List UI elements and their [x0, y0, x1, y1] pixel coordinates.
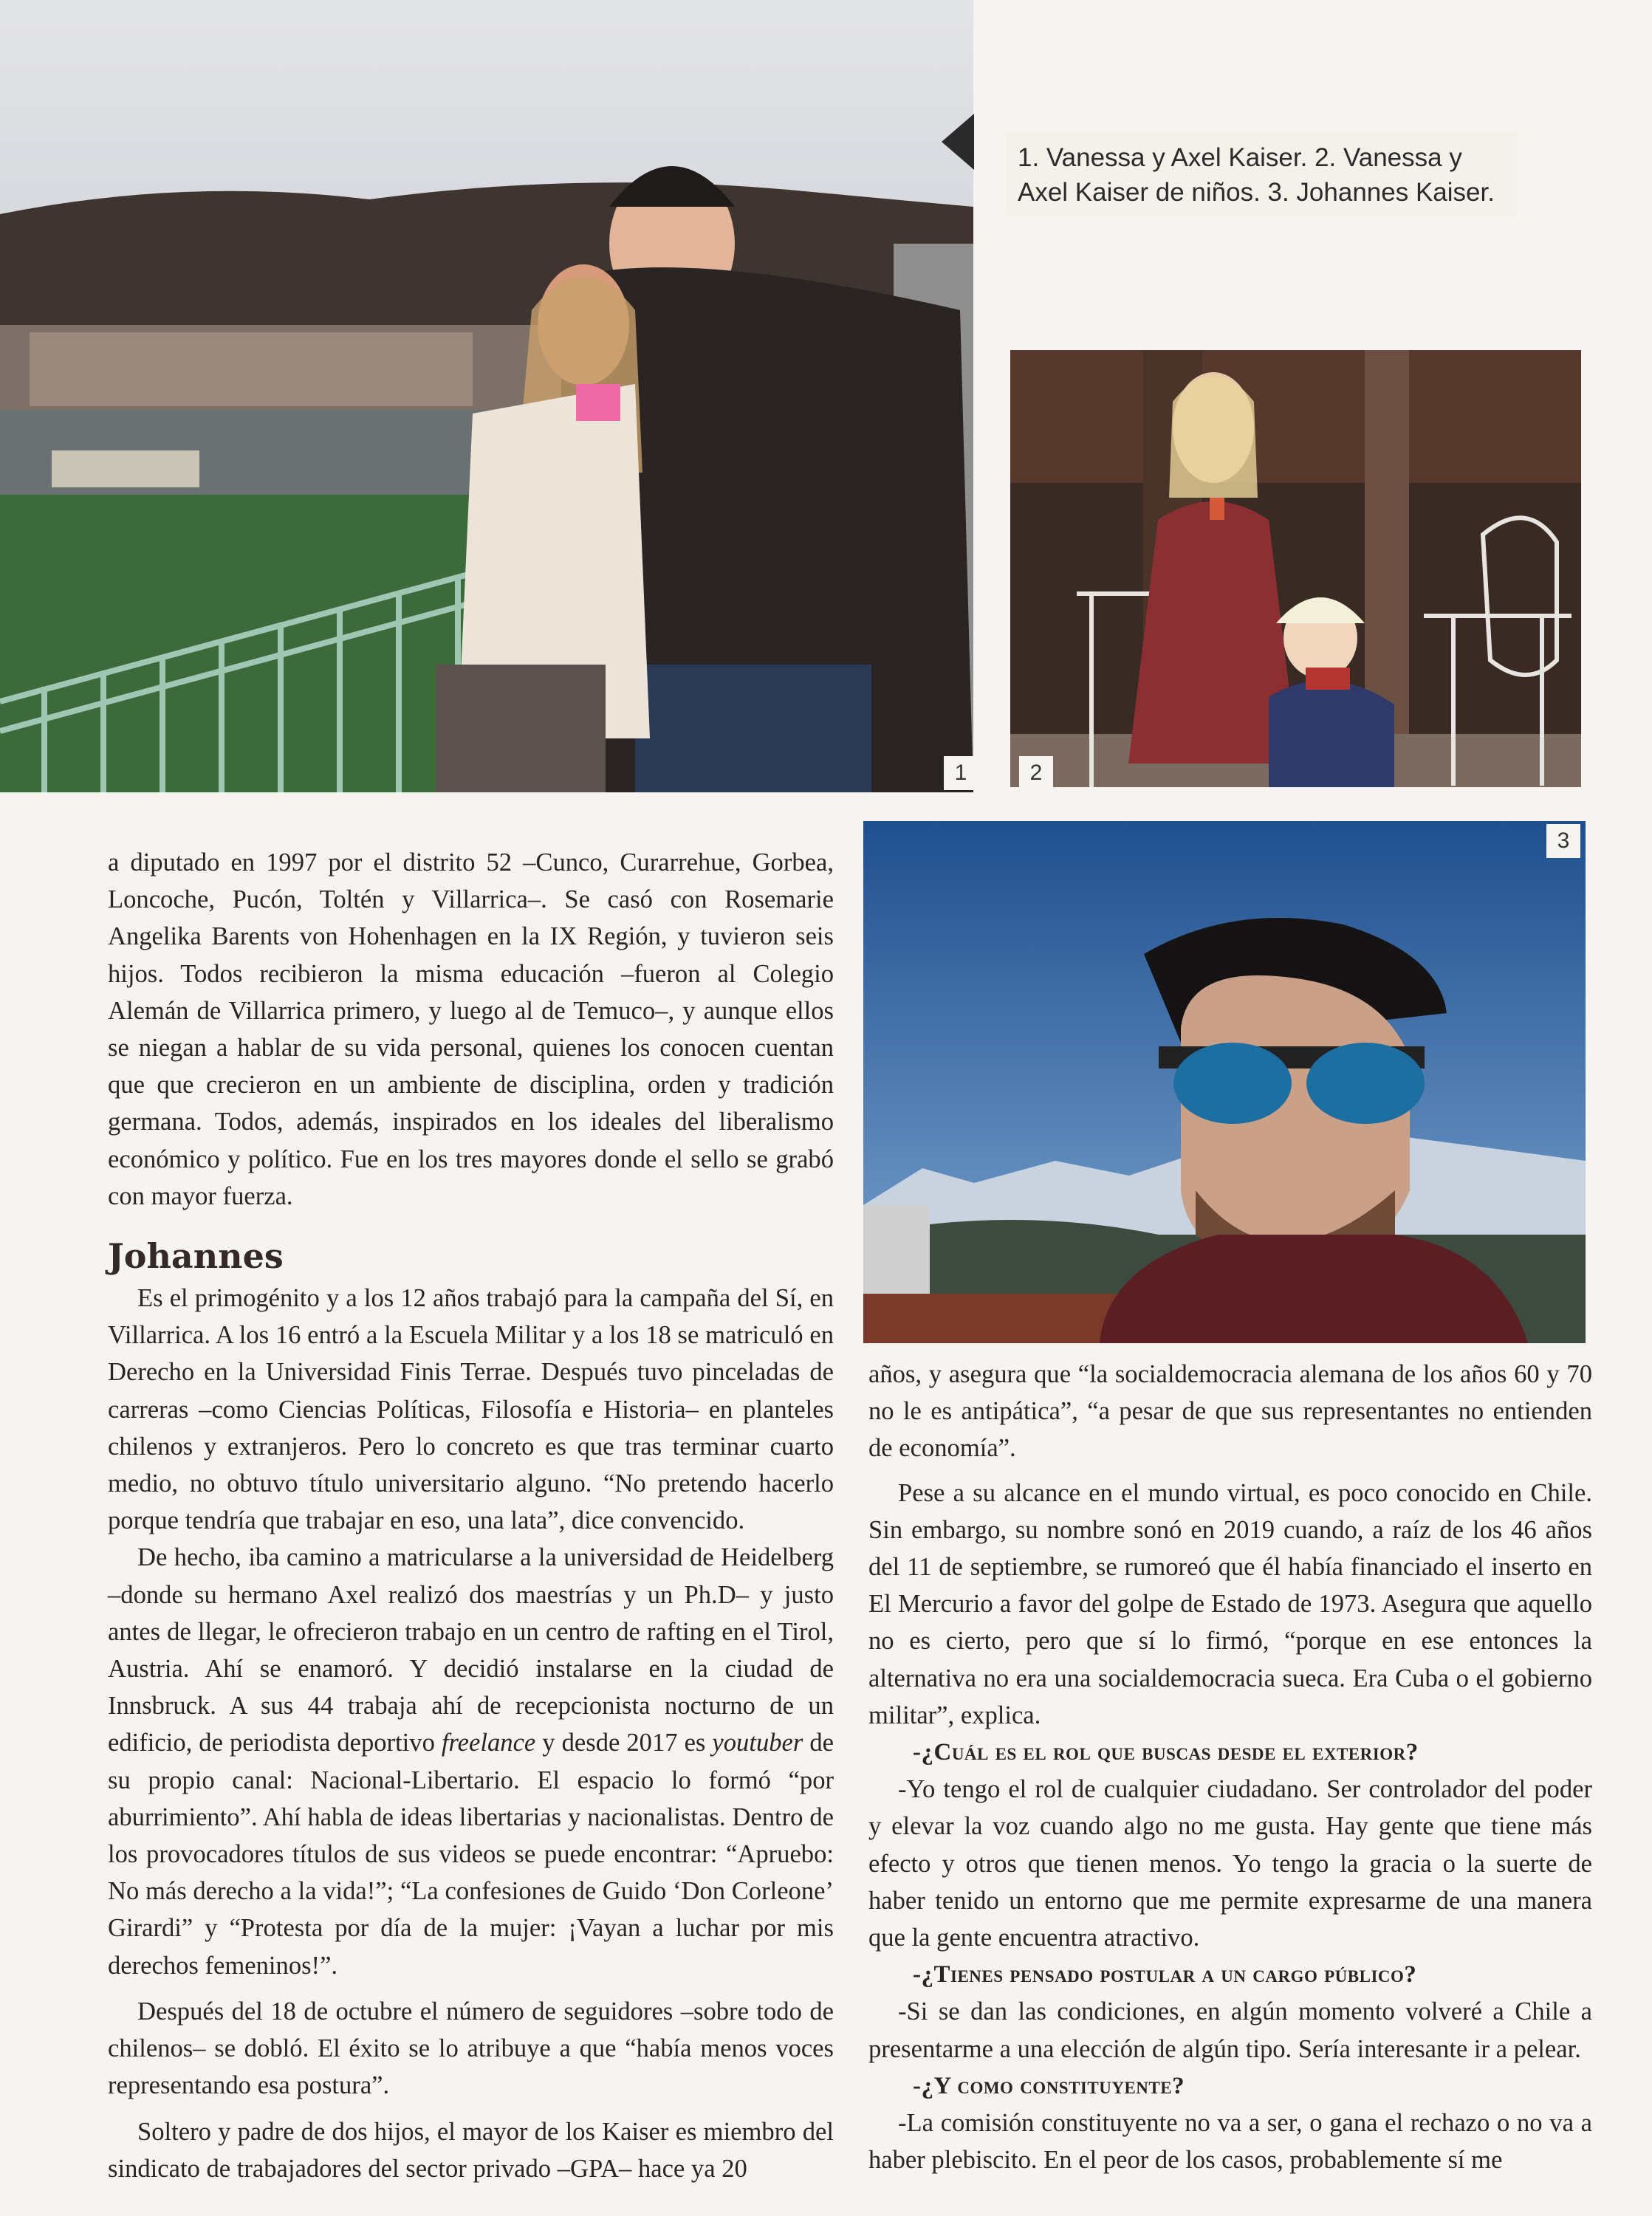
article-paragraph: a diputado en 1997 por el distrito 52 –Cunco, Curarrehue, Gorbea, Loncoche, Pucón, Toltén y Villarrica–. Se casó con Rosemarie Angelika Barents von Hohenhagen en la IX Región, y tuvieron seis hijos. Todos recibieron la misma educación –fueron al Colegio Alemán de Villarrica primero, y luego al de Temuco–, y aunque ellos se niegan a hablar de su vida personal, quienes los conocen cuentan que que crecieron en un ambiente de disciplina, orden y tradición germana. Todos, además, inspirados en los ideales del liberalismo económico y político. Fue en los tres mayores donde el sello se grabó con mayor fuerza.: [108, 848, 834, 1210]
section-heading-johannes: Johannes: [108, 1236, 284, 1277]
photo-vanessa-axel-children: [1010, 350, 1581, 787]
text-run: y desde 2017 es: [535, 1729, 713, 1757]
article-paragraph: [108, 1539, 834, 1983]
article-paragraph: Soltero y padre de dos hijos, el mayor de los Kaiser es miembro del sindicato de trabajadores del sector privado –GPA– hace ya 20: [108, 2117, 834, 2183]
interview-answer: -Si se dan las condiciones, en algún momento volveré a Chile a presentarme a una elección de algún tipo. Sería interesante ir a pelear.: [868, 1997, 1592, 2063]
interview-answer: -Yo tengo el rol de cualquier ciudadano. Ser controlador del poder y elevar la voz cuando algo no me gusta. Hay gente que tiene más efecto y otros que tienen menos. Yo tengo la gracia o la suerte de haber tenido un entorno que me permite expresarme de una manera que la gente encuentra atractivo.: [868, 1775, 1592, 1952]
article-paragraph: Pese a su alcance en el mundo virtual, es poco conocido en Chile. Sin embargo, su nombre sonó en 2019 cuando, a raíz de los 46 años del 11 de septiembre, se rumoreó que él había financiado el inserto en El Mercurio a favor del golpe de Estado de 1973. Asegura que aquello no es cierto, pero que sí lo firmó, “porque en ese entonces la alternativa no era una socialdemocracia sueca. Era Cuba o el gobierno militar”, explica.: [868, 1478, 1592, 1729]
text-run: De hecho, iba camino a matricularse a la universidad de Heidelberg –donde su hermano Axel realizó dos maestrías y un Ph.D– y justo antes de llegar, le ofrecieron trabajo en un centro de rafting en el Tirol, Austria. Ahí se enamoró. Y decidió instalarse en la ciudad de Innsbruck. A sus 44 trabaja ahí de recepcionista nocturno de un edificio, de periodista deportivo: [108, 1543, 834, 1757]
article-paragraph: Después del 18 de octubre el número de seguidores –sobre todo de chilenos– se dobló. El éxito se lo atribuye a que “había menos voces representando esa postura”.: [108, 1997, 834, 2100]
interview-question: -¿Cuál es el rol que buscas desde el exterior?: [913, 1739, 1419, 1766]
interview-question: -¿Y como constituyente?: [913, 2072, 1185, 2099]
interview-question: -¿Tienes pensado postular a un cargo público?: [913, 1961, 1417, 1989]
article-column-right: [868, 1356, 1592, 2178]
text-run: de su propio canal: Nacional-Libertario. El espacio lo formó “por aburrimiento”. Ahí habla de ideas libertarias y nacionalistas. Dentro de los provocadores títulos de sus videos se puede encontrar: “Apruebo: No más derecho a la vida!”; “La confesiones de Guido ‘Don Corleone’ Girardi” y “Protesta por día de la mujer: ¡Vayan a luchar por mis derechos femeninos!”.: [108, 1729, 834, 1980]
article-paragraph: Es el primogénito y a los 12 años trabajó para la campaña del Sí, en Villarrica. A los 16 entró a la Escuela Militar y a los 18 se matriculó en Derecho en la Universidad Finis Terrae. Después tuvo pinceladas de carreras –como Ciencias Políticas, Filosofía e Historia– en planteles chilenos y extranjeros. Pero lo concreto es que tras terminar cuarto medio, no obtuvo título universitario alguno. “No pretendo hacerlo porque tendría que trabajar en eso, una lata”, dice convencido.: [108, 1284, 834, 1535]
article-column-left: [108, 844, 834, 2187]
interview-answer: -La comisión constituyente no va a ser, o gana el rechazo o no va a haber plebiscito. En el peor de los casos, probablemente sí me: [868, 2109, 1592, 2175]
photo-caption: 1. Vanessa y Axel Kaiser. 2. Vanessa y Axel Kaiser de niños. 3. Johannes Kaiser.: [1006, 133, 1517, 217]
photo-vanessa-axel-kaiser: [0, 0, 973, 792]
text-run-italic: freelance: [441, 1729, 536, 1757]
photo-number-1: 1: [944, 756, 978, 790]
article-paragraph: años, y asegura que “la socialdemocracia alemana de los años 60 y 70 no le es antipática”, “a pesar de que sus representantes no entienden de economía”.: [868, 1360, 1592, 1463]
text-run-italic: youtuber: [712, 1729, 803, 1757]
photo-johannes-kaiser: [863, 821, 1586, 1343]
photo-number-2: 2: [1019, 756, 1053, 790]
photo-number-3: 3: [1546, 824, 1580, 858]
caption-arrow-icon: [942, 114, 974, 170]
